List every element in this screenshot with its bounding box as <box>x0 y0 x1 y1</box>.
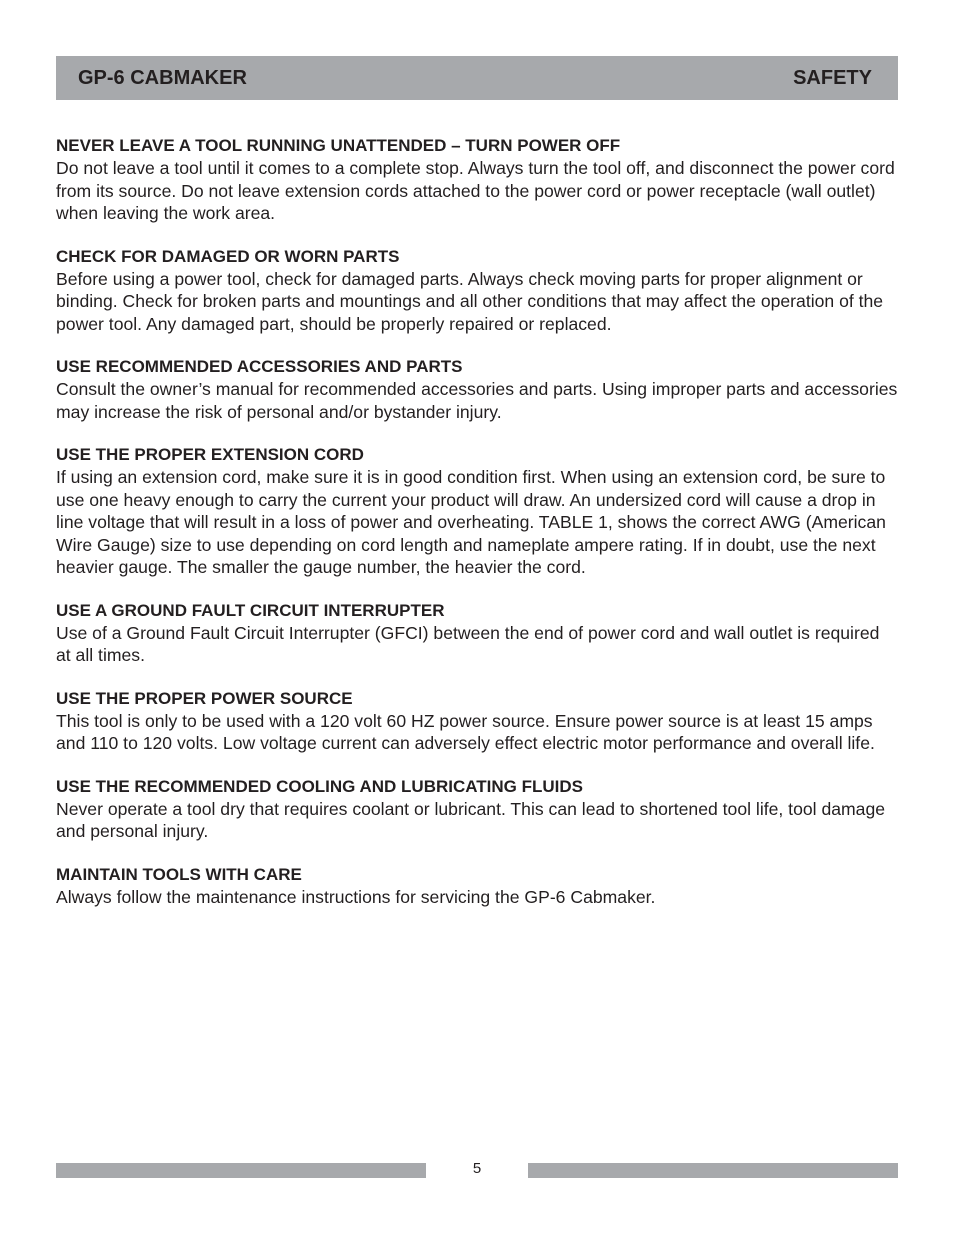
section-body: This tool is only to be used with a 120 volt 60 HZ power source. Ensure power source is at least 15 amps and 110 to 120 volts. Low voltage current can adversely effect electric motor performance and overall life. <box>56 710 875 753</box>
section-heading: NEVER LEAVE A TOOL RUNNING UNATTENDED – TURN POWER OFF <box>56 136 621 155</box>
safety-section <box>56 776 898 843</box>
safety-section <box>56 246 898 336</box>
safety-section <box>56 135 898 225</box>
section-body: Before using a power tool, check for damaged parts. Always check moving parts for proper alignment or binding. Check for broken parts and mountings and all other conditions that may affect the operation of the power tool. Any damaged part, should be properly repaired or replaced. <box>56 268 884 334</box>
page-header <box>56 56 898 100</box>
section-heading: USE THE PROPER POWER SOURCE <box>56 688 353 708</box>
section-heading: MAINTAIN TOOLS WITH CARE <box>56 864 302 884</box>
safety-section <box>56 356 898 423</box>
safety-section <box>56 864 898 909</box>
section-body: If using an extension cord, make sure it is in good condition first. When using an extension cord, be sure to use one heavy enough to carry the current your product will draw. An undersized cord will cause a drop in line voltage that will result in a loss of power and overheating. TABLE 1, shows the correct AWG (American Wire Gauge) size to use depending on cord length and nameplate ampere rating. If in doubt, use the next heavier gauge. The smaller the gauge number, the heavier the cord. <box>56 467 886 577</box>
safety-section <box>56 600 898 667</box>
section-heading: USE THE PROPER EXTENSION CORD <box>56 445 364 464</box>
safety-section <box>56 688 898 755</box>
section-body: Never operate a tool dry that requires coolant or lubricant. This can lead to shortened tool life, tool damage and personal injury. <box>56 798 886 841</box>
safety-section <box>56 444 898 579</box>
section-body: Always follow the maintenance instructions for servicing the GP-6 Cabmaker. <box>56 886 656 907</box>
footer-bar-left <box>56 1163 426 1178</box>
safety-content <box>56 135 898 929</box>
section-heading: CHECK FOR DAMAGED OR WORN PARTS <box>56 246 400 266</box>
page-number: 5 <box>472 1160 482 1177</box>
footer-bar-right <box>528 1163 898 1178</box>
section-body: Consult the owner’s manual for recommended accessories and parts. Using improper parts and accessories may increase the risk of personal and/or bystander injury. <box>56 379 898 422</box>
section-title: SAFETY <box>793 66 872 89</box>
section-heading: USE RECOMMENDED ACCESSORIES AND PARTS <box>56 357 463 376</box>
section-body: Use of a Ground Fault Circuit Interrupter (GFCI) between the end of power cord and wall outlet is required at all times. <box>56 622 880 665</box>
section-body: Do not leave a tool until it comes to a complete stop. Always turn the tool off, and disconnect the power cord from its source. Do not leave extension cords attached to the power cord or power receptacle (wall outlet) when leaving the work area. <box>56 158 895 223</box>
section-heading: USE A GROUND FAULT CIRCUIT INTERRUPTER <box>56 600 445 620</box>
section-heading: USE THE RECOMMENDED COOLING AND LUBRICATING FLUIDS <box>56 776 583 796</box>
manual-title: GP-6 CABMAKER <box>78 66 247 89</box>
